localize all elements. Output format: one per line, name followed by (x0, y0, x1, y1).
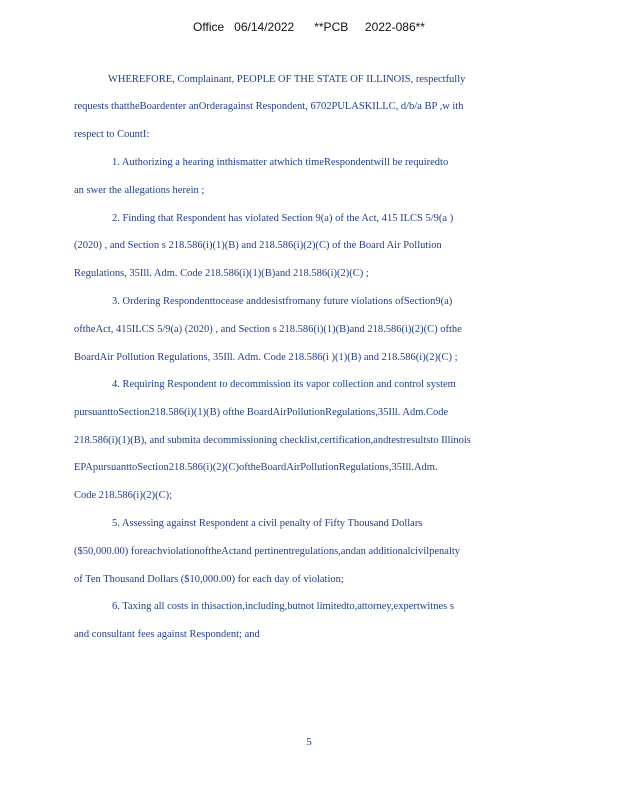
document-header: Office 06/14/2022 **PCB 2022-086** (193, 20, 425, 34)
item-2-line-1: 2. Finding that Respondent has violated Section 9(a) of the Act, 415 ILCS 5/9(a ) (112, 213, 454, 224)
item-4-line-2: pursuanttoSection218.586(i)(1)(B) ofthe BoardAirPollutionRegulations,35Ill. Adm.Code (74, 407, 449, 418)
item-5-line-1: 5. Assessing against Respondent a civil penalty of Fifty Thousand Dollars (112, 518, 423, 529)
item-6-line-1: 6. Taxing all costs in thisaction,including,butnot limitedto,attorney,expertwitnes s (112, 601, 454, 612)
item-5-line-3: of Ten Thousand Dollars ($10,000.00) for each day of violation; (74, 574, 344, 585)
wherefore-line-3: respect to CountI: (74, 129, 150, 140)
item-4-line-4: EPApursuanttoSection218.586(i)(2)(C)oftheBoardAirPollutionRegulations,35Ill.Adm. (74, 462, 438, 473)
item-2-line-3: Regulations, 35Ill. Adm. Code 218.586(i)(1)(B)and 218.586(i)(2)(C) ; (74, 268, 369, 279)
item-5-line-2: ($50,000.00) foreachviolationoftheActand pertinentregulations,andan additionalcivilpenalty (74, 546, 461, 557)
wherefore-line-2: requests thattheBoardenter anOrderagainst Respondent, 6702PULASKILLC, d/b/a BP ,w ith (74, 101, 464, 112)
item-3-line-1: 3. Ordering Respondenttocease anddesistfromany future violations ofSection9(a) (112, 296, 453, 307)
item-3-line-3: BoardAir Pollution Regulations, 35Ill. Adm. Code 218.586(i )(1)(B) and 218.586(i)(2)(C) ; (74, 352, 458, 363)
item-1-line-1: 1. Authorizing a hearing inthismatter atwhich timeRespondentwill be requiredto (112, 157, 449, 168)
item-4-line-3: 218.586(i)(1)(B), and submita decommissioning checklist,certification,andtestresultsto Illinois (74, 435, 471, 446)
item-4-line-1: 4. Requiring Respondent to decommission its vapor collection and control system (112, 379, 456, 390)
item-4-line-5: Code 218.586(i)(2)(C); (74, 490, 172, 501)
item-3-line-2: oftheAct, 415ILCS 5/9(a) (2020) , and Section s 218.586(i)(1)(B)and 218.586(i)(2)(C) ofthe (74, 324, 462, 335)
item-2-line-2: (2020) , and Section s 218.586(i)(1)(B) and 218.586(i)(2)(C) of the Board Air Pollution (74, 240, 442, 251)
item-6-line-2: and consultant fees against Respondent; and (74, 629, 260, 640)
wherefore-line-1: WHEREFORE, Complainant, PEOPLE OF THE STATE OF ILLINOIS, respectfully (108, 74, 466, 85)
item-1-line-2: an swer the allegations herein ; (74, 185, 205, 196)
page-number: 5 (306, 736, 312, 748)
